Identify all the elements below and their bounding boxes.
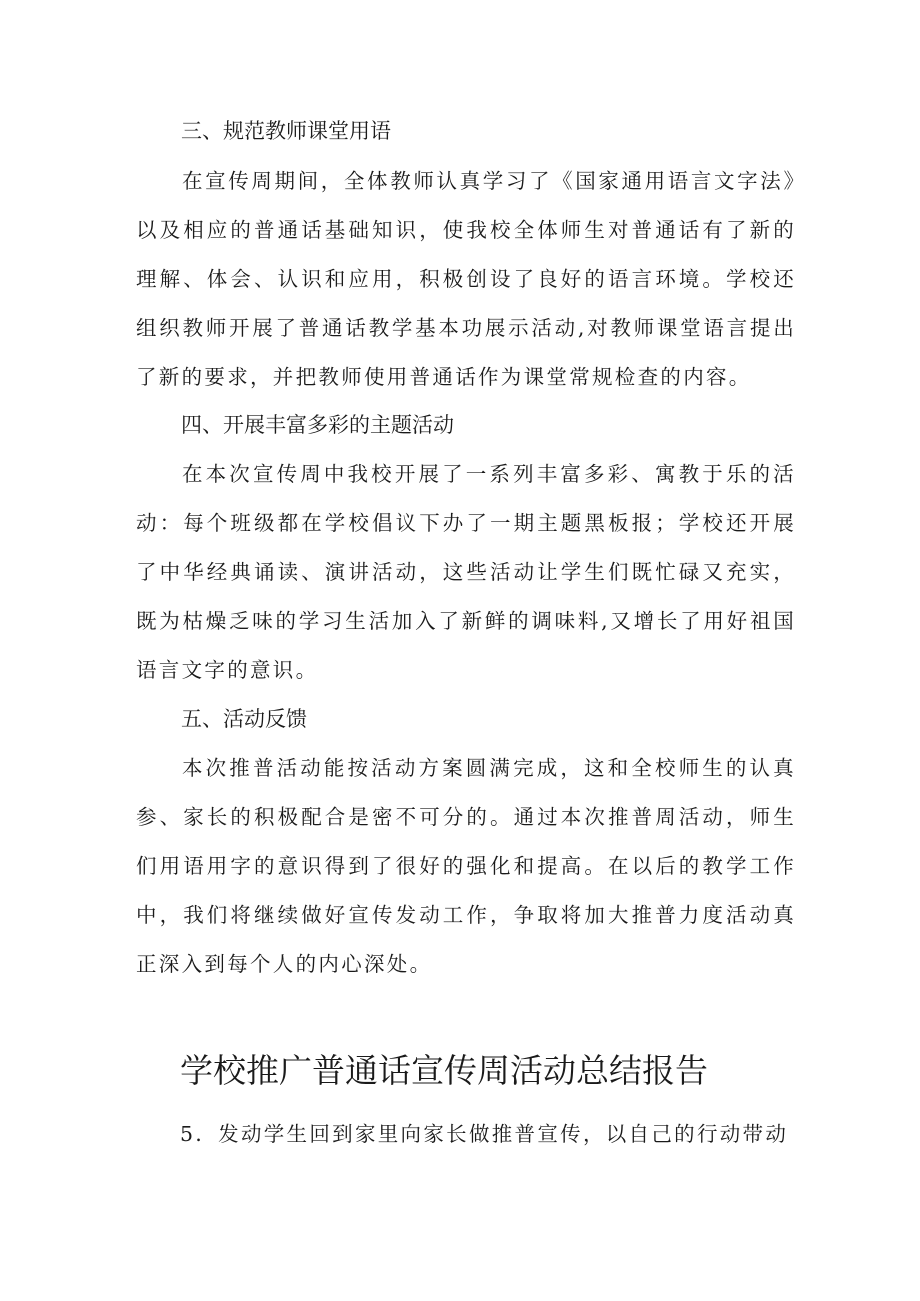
section-paragraph-4: 在本次宣传周中我校开展了一系列丰富多彩、寓教于乐的活动：每个班级都在学校倡议下办了一期主题黑板报；学校还开展了中华经典诵读、演讲活动，这些活动让学生们既忙碌又充实，既为枯燥乏味的学习生活加入了新鲜的调味料,又增长了用好祖国语言文字的意识。 [136, 462, 796, 682]
report-title: 学校推广普通话宣传周活动总结报告 [180, 1051, 708, 1090]
section-heading-3: 三、规范教师课堂用语 [181, 119, 391, 143]
list-item-5: 5．发动学生回到家里向家长做推普宣传，以自己的行动带动 [180, 1122, 789, 1146]
section-paragraph-3: 在宣传周期间，全体教师认真学习了《国家通用语言文字法》以及相应的普通话基础知识，使我校全体师生对普通话有了新的理解、体会、认识和应用，积极创设了良好的语言环境。学校还组织教师开展了普通话教学基本功展示活动,对教师课堂语言提出了新的要求，并把教师使用普通话作为课堂常规检查的内容。 [136, 169, 796, 389]
section-heading-5: 五、活动反馈 [181, 707, 307, 731]
section-heading-4: 四、开展丰富多彩的主题活动 [181, 413, 454, 437]
section-paragraph-5: 本次推普活动能按活动方案圆满完成，这和全校师生的认真参、家长的积极配合是密不可分的。通过本次推普周活动，师生们用语用字的意识得到了很好的强化和提高。在以后的教学工作中，我们将继续做好宣传发动工作，争取将加大推普力度活动真正深入到每个人的内心深处。 [136, 756, 796, 976]
